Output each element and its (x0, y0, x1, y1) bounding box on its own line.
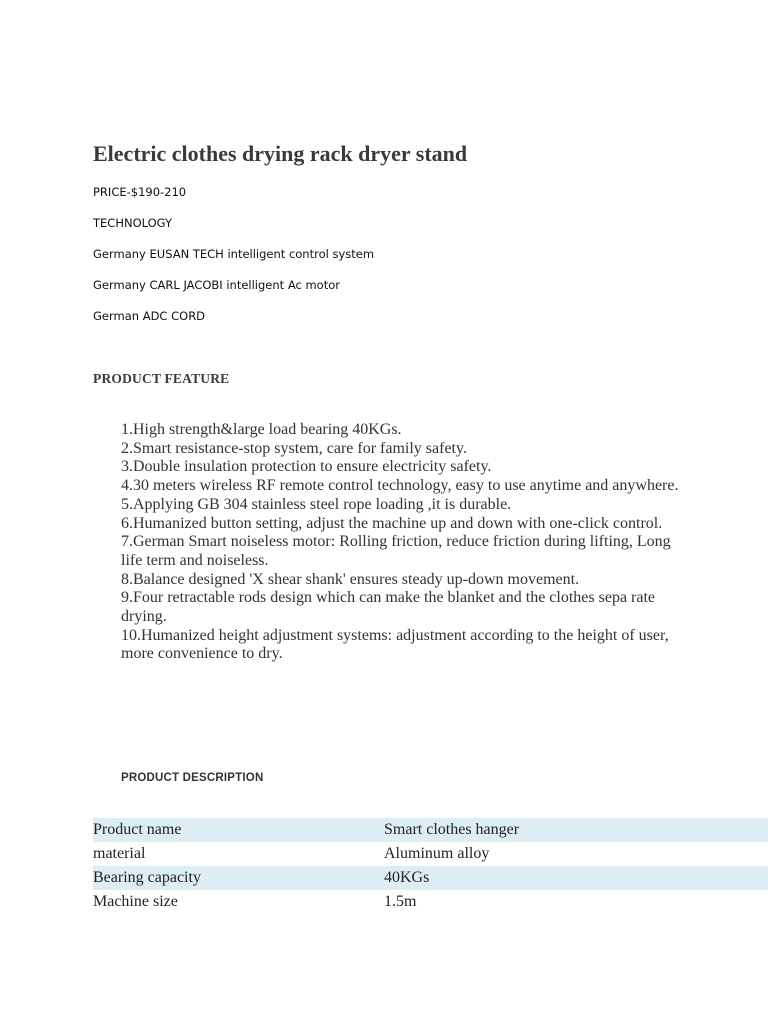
spec-value: Aluminum alloy (384, 845, 490, 862)
feature-list (121, 421, 681, 664)
spec-value: 1.5m (384, 893, 417, 910)
spec-label: material (93, 845, 146, 862)
spec-value: 40KGs (384, 866, 768, 890)
price-line: PRICE-$190-210 (93, 185, 187, 199)
table-row (93, 818, 768, 842)
spec-table (93, 818, 768, 914)
technology-heading: TECHNOLOGY (93, 216, 173, 230)
feature-item: 9.Four retractable rods design which can make the blanket and the clothes sepa rate drying. (121, 589, 656, 626)
feature-item: 10.Humanized height adjustment systems: adjustment according to the height of user, more convenience to dry. (121, 626, 669, 663)
table-row (93, 842, 768, 866)
product-feature-heading: PRODUCT FEATURE (93, 371, 230, 386)
feature-item: 1.High strength&large load bearing 40KGs. (121, 421, 402, 438)
feature-item: 7.German Smart noiseless motor: Rolling friction, reduce friction during lifting, Long life term and noiseless. (121, 533, 671, 569)
spec-value: Smart clothes hanger (384, 818, 768, 842)
feature-item: 2.Smart resistance-stop system, care for family safety. (121, 439, 467, 457)
page-title: Electric clothes drying rack dryer stand (93, 141, 468, 166)
feature-item: 5.Applying GB 304 stainless steel rope loading ,it is durable. (121, 495, 512, 513)
table-row (93, 890, 768, 914)
table-row (93, 866, 768, 890)
spec-label: Machine size (93, 893, 178, 910)
feature-item: 8.Balance designed 'X shear shank' ensures steady up-down movement. (121, 570, 580, 588)
feature-item: 3.Double insulation protection to ensure electricity safety. (121, 458, 492, 476)
spec-label: Bearing capacity (93, 866, 384, 890)
technology-item: Germany EUSAN TECH intelligent control system (93, 247, 375, 261)
technology-item: Germany CARL JACOBI intelligent Ac motor (93, 278, 340, 292)
technology-item: German ADC CORD (93, 309, 206, 323)
product-description-heading: PRODUCT DESCRIPTION (121, 772, 264, 784)
feature-item: 4.30 meters wireless RF remote control technology, easy to use anytime and anywhere. (121, 477, 679, 495)
feature-item: 6.Humanized button setting, adjust the machine up and down with one-click control. (121, 514, 663, 532)
spec-label: Product name (93, 818, 384, 842)
